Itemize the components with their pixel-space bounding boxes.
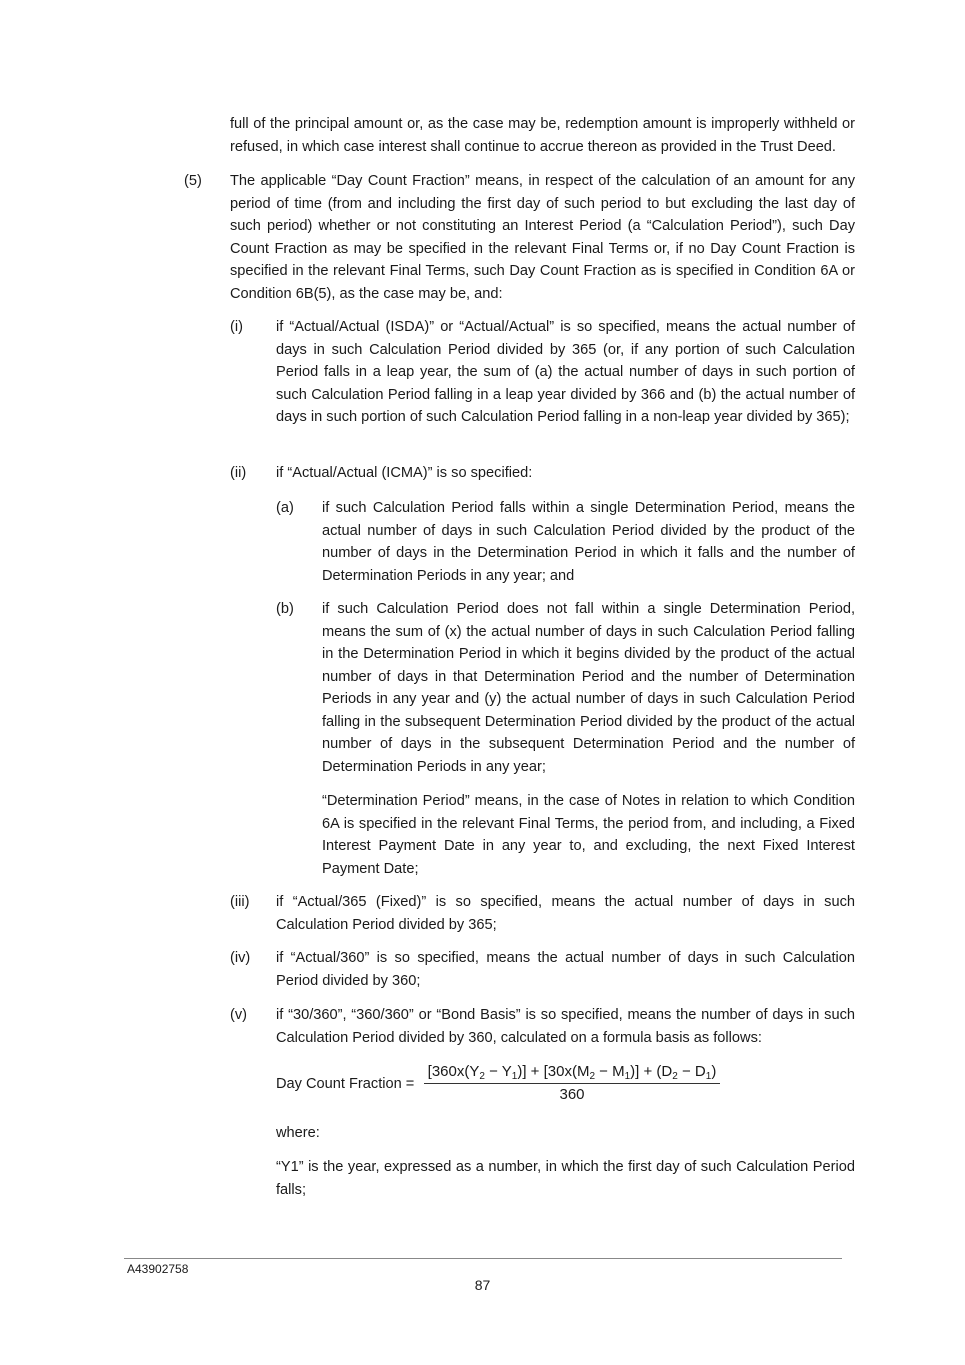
fraction-bar bbox=[424, 1083, 720, 1084]
sub-item-number-v: (v) bbox=[230, 1007, 248, 1023]
sub-item-iii-text: if “Actual/365 (Fixed)” is so specified, means the actual number of days in such Calculation Period divided by 365; bbox=[276, 894, 855, 933]
day-count-formula bbox=[424, 1063, 720, 1103]
sub-item-i-text: if “Actual/Actual (ISDA)” or “Actual/Actual” is so specified, means the actual number of days in such Calculation Period divided by 365 (or, if any portion of such Calculation Period falls in a leap year, the sum of (a) the actual number of days in such portion of such Calculation Period falling in a leap year divided by 366 and (b) the actual number of days in such portion of such Calculation Period falling in a non-leap year divided by 365); bbox=[276, 319, 855, 425]
sub-item-iv-text: if “Actual/360” is so specified, means the actual number of days in such Calculation Period divided by 360; bbox=[276, 950, 855, 989]
y1-definition: “Y1” is the year, expressed as a number, in which the first day of such Calculation Period falls; bbox=[276, 1159, 855, 1198]
footer-divider bbox=[124, 1258, 842, 1259]
formula-denominator: 360 bbox=[559, 1086, 585, 1103]
sub-item-ii-text: if “Actual/Actual (ICMA)” is so specified: bbox=[276, 465, 533, 481]
formula-label: Day Count Fraction = bbox=[276, 1076, 415, 1092]
formula-numerator: $[360x(Y_2 - Y_1)] + [30x(M_2 - M_1)] + (D_2 - D_1)$ bbox=[427, 1063, 717, 1082]
sub-item-number-ii: (ii) bbox=[230, 465, 247, 481]
where-label: where: bbox=[276, 1125, 320, 1141]
sub-item-number-a: (a) bbox=[276, 500, 294, 516]
continuation-paragraph: full of the principal amount or, as the case may be, redemption amount is improperly withheld or refused, in which case interest shall continue to accrue thereon as provided in the Trust Deed. bbox=[230, 116, 855, 155]
page-number: 87 bbox=[474, 1277, 491, 1293]
sub-item-number-i: (i) bbox=[230, 319, 243, 335]
document-reference: A43902758 bbox=[127, 1262, 189, 1276]
day-count-fraction-paragraph: The applicable “Day Count Fraction” means, in respect of the calculation of an amount for any period of time (from and including the first day of such period to but excluding the last day of such period) whether or not constituting an Interest Period (a “Calculation Period”), such Day Count Fraction as may be specified in the relevant Final Terms or, if no Day Count Fraction is specified in the relevant Final Terms, such Day Count Fraction as is specified in Condition 6A or Condition 6B(5), as the case may be, and: bbox=[230, 173, 855, 302]
sub-item-v-text: if “30/360”, “360/360” or “Bond Basis” is so specified, means the number of days in such Calculation Period divided by 360, calculated on a formula basis as follows: bbox=[276, 1007, 855, 1046]
sub-item-a-text: if such Calculation Period falls within a single Determination Period, means the actual number of days in such Calculation Period divided by the product of the number of days in the Determination Period in which it falls and the number of Determination Periods in any year; and bbox=[322, 500, 855, 584]
sub-item-number-b: (b) bbox=[276, 601, 294, 617]
sub-item-number-iv: (iv) bbox=[230, 950, 251, 966]
sub-item-b-text: if such Calculation Period does not fall within a single Determination Period, means the sum of (x) the actual number of days in such Calculation Period falling in the Determination Period in which it begins divided by the product of the actual number of days in that Determination Period and the number of Determination Periods in any year and (y) the actual number of days in such Calculation Period falling in the subsequent Determination Period divided by the product of the actual number of days in the subsequent Determination Period and the number of Determination Periods in any year; bbox=[322, 601, 855, 775]
sub-item-number-iii: (iii) bbox=[230, 894, 250, 910]
item-number-5: (5) bbox=[184, 173, 202, 189]
determination-period-definition: “Determination Period” means, in the case of Notes in relation to which Condition 6A is specified in the relevant Final Terms, the period from, and including, a Fixed Interest Payment Date in any year to, and excluding, the next Fixed Interest Payment Date; bbox=[322, 793, 855, 877]
